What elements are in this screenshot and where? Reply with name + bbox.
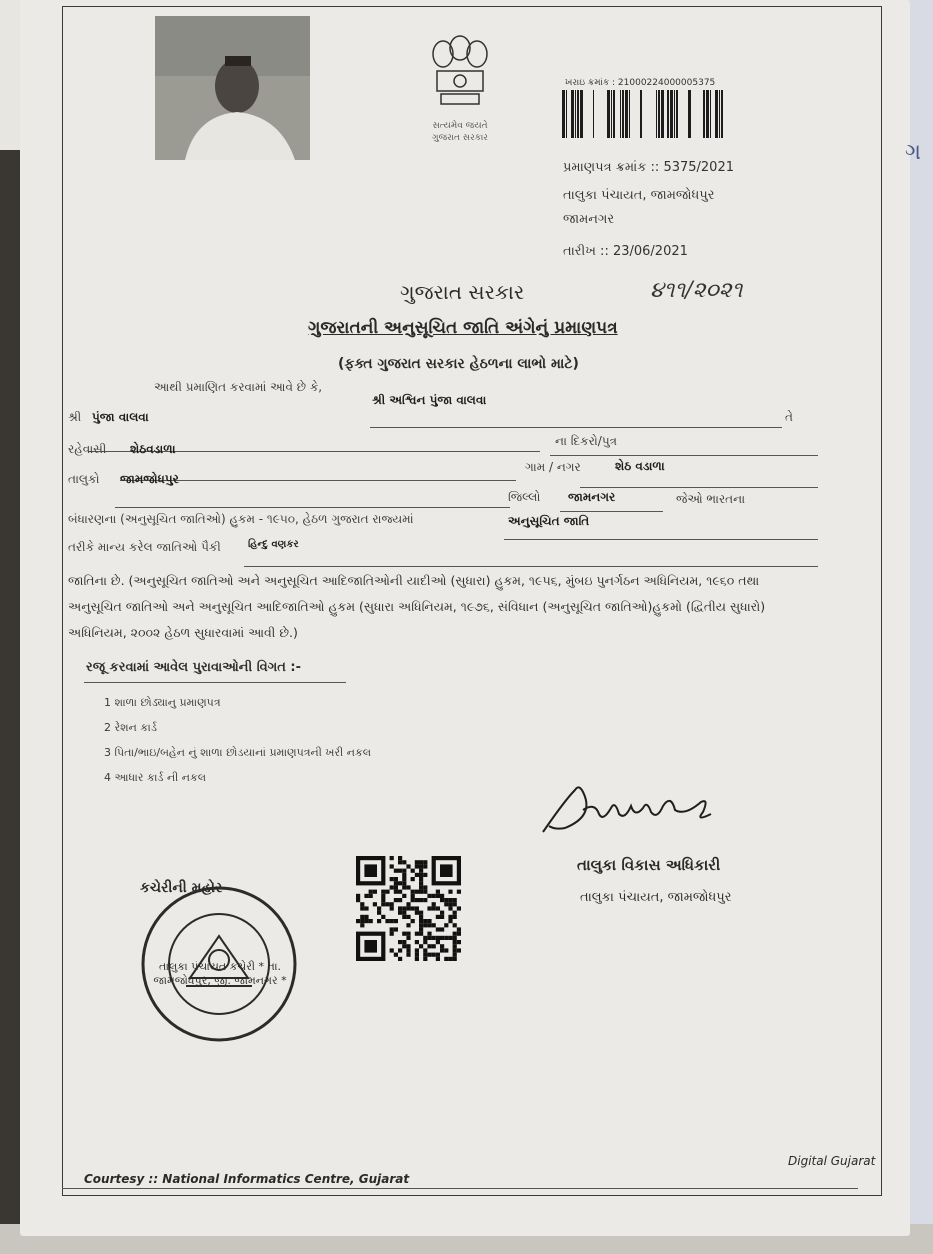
handwritten-number: ૪૧૧/૨૦૨૧ [650, 278, 743, 303]
son-daughter-text: ના દિકરો/પુત્ર [555, 434, 618, 448]
village-value: શેઠ વડાળા [615, 459, 665, 473]
issue-date: તારીખ :: 23/06/2021 [563, 244, 688, 259]
certificate-title: ગુજરાતની અનુસૂચિત જાતિ અંગેનું પ્રમાણપત્ર [308, 318, 618, 338]
district-value: જામનગર [568, 490, 616, 504]
te-text: તે [785, 410, 793, 424]
applicant-photo [155, 16, 310, 160]
resident-label: રહેવાસી [68, 442, 107, 456]
seal-ring-text: તાલુકા પંચાયત કચેરી * તા. જામજોધપુર, જી. જામનગર * [153, 960, 287, 987]
issuing-office: તાલુકા પંચાયત, જામજોધપુર [563, 188, 715, 203]
officer-title: તાલુકા વિકાસ અધિકારી [577, 856, 721, 874]
bharat-text: જેઓ ભારતના [676, 492, 746, 506]
evidence-item: 4 આધાર કાર્ડ ની નકલ [104, 771, 207, 784]
recognized-text: તરીકે માન્ય કરેલ જાતિઓ પૈકી [68, 540, 221, 554]
evidence-item: 3 પિતા/ભાઇ/બહેન નું શાળા છોડયાનાં પ્રમાણપત્રની ખરી નકલ [104, 746, 372, 759]
barcode-number: ખરાઇ ક્રમાંક : 21000224000005375 [565, 78, 716, 88]
district-label: જિલ્લો [508, 490, 541, 504]
qr-code [354, 854, 464, 968]
legal-paragraph: જાતિના છે. (અનુસૂચિત જાતિઓ અને અનુસૂચિત આદિજાતિઓની યાદીઓ (સુધારા) હુકમ, ૧૯૫૬, મુંબઇ પુનર્ગઠન અધિનિયમ, ૧૯૬૦ તથા અનુસૂચિત જાતિઓ અને અનુસૂચિત આદિજાતિઓ હુકમ (સુધારા અધિનિયમ, ૧૯૭૬, સંવિધાન (અનુસૂચિત જાતિઓ)હુકમો (દ્વિતીય સુધારો) અધિનિયમ, ૨૦૦૨ હેઠળ સુધારવામાં આવી છે.) [68, 573, 766, 640]
barcode [562, 90, 724, 138]
emblem-caption: સત્યમેવ જયતે ગુજરાત સરકાર [432, 121, 488, 143]
digital-gujarat-text: Digital Gujarat [788, 1154, 876, 1168]
issuing-district: જામનગર [563, 212, 615, 227]
taluka-value: જામજોધપુર [120, 472, 179, 486]
resident-value: શેઠવડાળા [130, 442, 176, 456]
courtesy-text: Courtesy :: National Informatics Centre, Gujarat [84, 1172, 410, 1186]
certificate-note: (ફક્ત ગુજરાત સરકાર હેઠળના લાભો માટે) [338, 356, 579, 372]
father-name: પુંજા વાલવા [92, 410, 149, 424]
officer-office: તાલુકા પંચાયત, જામજોધપુર [580, 890, 732, 905]
seal-heading: કચેરીની મહોર [140, 880, 223, 896]
evidence-item: 2 રેશન કાર્ડ [104, 721, 157, 734]
shri-text: શ્રી [68, 410, 82, 424]
intro-text: આથી પ્રમાણિત કરવામાં આવે છે કે, [154, 380, 323, 394]
certificate-number: પ્રમાણપત્ર ક્રમાંક :: 5375/2021 [563, 160, 734, 175]
taluka-label: તાલુકો [68, 472, 100, 486]
officer-signature [535, 770, 725, 840]
village-label: ગામ / નગર [525, 460, 581, 474]
constitution-text: બંધારણના (અનુસૂચિત જાતિઓ) હુકમ - ૧૯૫૦, હેઠળ ગુજરાત રાજ્યમાં [68, 512, 414, 526]
evidence-item: 1 શાળા છોડ્યાનુ પ્રમાણપત્ર [104, 696, 221, 709]
evidence-heading: રજૂ કરવામાં આવેલ પુરાવાઓની વિગત :- [86, 660, 301, 675]
notebook-handwriting: ગ [905, 140, 922, 165]
certificate-page [20, 0, 910, 1236]
caste-value: હિન્દુ વણકર [248, 539, 299, 550]
category-value: અનુસૂચિત જાતિ [508, 514, 590, 528]
government-title: ગુજરાત સરકાર [400, 280, 525, 304]
applicant-name: શ્રી અશ્વિન પુંજા વાલવા [372, 393, 487, 407]
